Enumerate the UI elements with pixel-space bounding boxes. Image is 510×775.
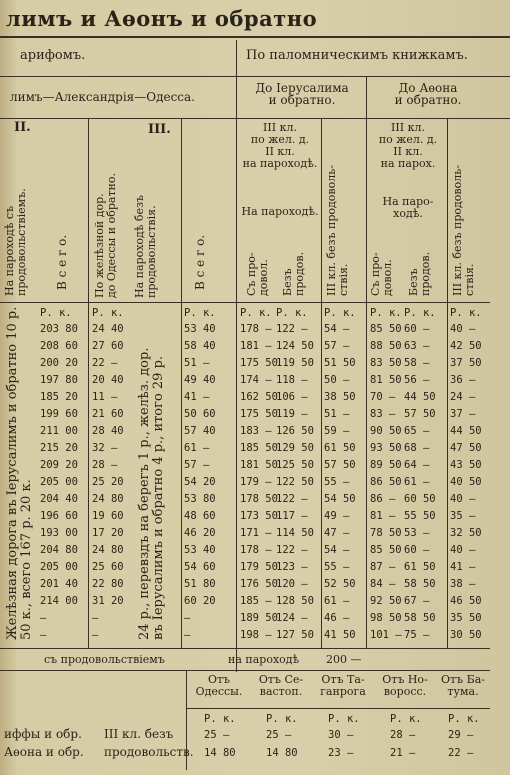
- table-cell: 101 —: [370, 629, 402, 641]
- divider: [236, 40, 237, 672]
- table-cell: 44 50: [450, 425, 482, 437]
- table-cell: 55 —: [324, 561, 350, 573]
- table-cell: 52 50: [324, 578, 356, 590]
- table-cell: 199 60: [40, 408, 78, 420]
- table-cell: 178 —: [240, 544, 272, 556]
- divider: [181, 118, 182, 648]
- table-cell: 189 50: [240, 612, 278, 624]
- a-iii-nofood-head: III кл. безъ продоволь- ствія.: [451, 165, 476, 296]
- unit-label: Р. к.: [390, 713, 422, 725]
- table-cell: 36 —: [450, 374, 476, 386]
- table-cell: 30 50: [450, 629, 482, 641]
- port-fare-cell: 30 —: [328, 729, 354, 741]
- port-fare-cell: 14 80: [204, 747, 236, 759]
- table-cell: 51 —: [324, 408, 350, 420]
- table-cell: 49 40: [184, 374, 216, 386]
- table-cell: 24 —: [450, 391, 476, 403]
- unit-label: Р. к.: [240, 307, 272, 319]
- footer-with-food: съ продовольствіемъ: [44, 653, 165, 666]
- j-without-food-head: Безъ продов.: [281, 251, 306, 296]
- table-cell: 38 —: [450, 578, 476, 590]
- table-cell: 19 60: [92, 510, 124, 522]
- pilgrim-title: По паломническимъ книжкамъ.: [246, 48, 468, 63]
- table-cell: 40 —: [450, 493, 476, 505]
- table-cell: 86 —: [370, 493, 396, 505]
- port-fare-cell: 29 —: [448, 729, 474, 741]
- table-cell: 204 80: [40, 544, 78, 556]
- table-cell: 22 —: [92, 357, 118, 369]
- table-cell: 179 —: [240, 476, 272, 488]
- table-cell: 44 50: [404, 391, 436, 403]
- table-cell: —: [40, 612, 47, 624]
- table-cell: 46 20: [184, 527, 216, 539]
- unit-label: Р. к.: [204, 713, 236, 725]
- table-cell: 171 —: [240, 527, 272, 539]
- divider: [0, 118, 510, 119]
- table-cell: 126 50: [276, 425, 314, 437]
- unit-label: Р. к.: [40, 307, 72, 319]
- table-cell: 47 50: [450, 442, 482, 454]
- table-cell: 127 50: [276, 629, 314, 641]
- table-cell: 89 50: [370, 459, 402, 471]
- table-cell: 54 20: [184, 476, 216, 488]
- table-cell: 183 —: [240, 425, 272, 437]
- tariff-label: арифомъ.: [20, 48, 86, 63]
- table-cell: 58 50: [404, 578, 436, 590]
- table-cell: 175 50: [240, 357, 278, 369]
- table-cell: 124 —: [276, 612, 308, 624]
- table-cell: 25 60: [92, 561, 124, 573]
- table-cell: 58 50: [404, 612, 436, 624]
- table-cell: 54 —: [324, 323, 350, 335]
- table-cell: 181 50: [240, 459, 278, 471]
- col-head-rail: По желѣзной дор. до Одессы и обратно.: [93, 173, 118, 298]
- table-cell: 204 40: [40, 493, 78, 505]
- table-cell: 78 50: [370, 527, 402, 539]
- table-cell: 200 20: [40, 357, 78, 369]
- page-title: лимъ и Аѳонъ и обратно: [6, 6, 318, 31]
- table-cell: 60 50: [404, 493, 436, 505]
- table-cell: 61 —: [324, 595, 350, 607]
- route-label: лимъ—Александрія—Одесса.: [10, 90, 195, 104]
- table-cell: 185 50: [240, 442, 278, 454]
- port-col-head: Отъ Одессы.: [195, 673, 243, 698]
- table-cell: 24 80: [92, 544, 124, 556]
- table-cell: 47 —: [324, 527, 350, 539]
- table-cell: 11 —: [92, 391, 118, 403]
- table-cell: 57 50: [324, 459, 356, 471]
- table-cell: 185 20: [40, 391, 78, 403]
- table-cell: 178 —: [240, 323, 272, 335]
- j-with-food-head: Съ про- довол.: [245, 252, 270, 296]
- table-cell: 85 50: [370, 544, 402, 556]
- table-cell: 24 40: [92, 323, 124, 335]
- table-cell: 58 40: [184, 340, 216, 352]
- table-cell: 67 —: [404, 595, 430, 607]
- table-cell: 193 00: [40, 527, 78, 539]
- table-cell: 120 —: [276, 578, 308, 590]
- table-cell: 122 —: [276, 493, 308, 505]
- unit-label: Р. к.: [276, 307, 308, 319]
- divider: [366, 76, 367, 648]
- table-cell: 20 40: [92, 374, 124, 386]
- table-cell: 85 50: [370, 323, 402, 335]
- table-cell: 196 60: [40, 510, 78, 522]
- table-cell: 61 —: [404, 476, 430, 488]
- table-cell: 42 50: [450, 340, 482, 352]
- table-cell: 37 50: [450, 357, 482, 369]
- row-label-1: иффы и обр.: [4, 727, 82, 741]
- page-header: [0, 0, 510, 38]
- unit-label: Р. к.: [450, 307, 482, 319]
- table-cell: 46 —: [324, 612, 350, 624]
- table-cell: 32 50: [450, 527, 482, 539]
- port-fare-cell: 22 —: [448, 747, 474, 759]
- table-cell: 214 00: [40, 595, 78, 607]
- table-cell: —: [184, 629, 191, 641]
- table-cell: —: [92, 629, 99, 641]
- table-cell: 54 60: [184, 561, 216, 573]
- table-cell: —: [92, 612, 99, 624]
- table-cell: 27 60: [92, 340, 124, 352]
- table-cell: 203 80: [40, 323, 78, 335]
- table-cell: 40 —: [450, 544, 476, 556]
- table-cell: 118 —: [276, 374, 308, 386]
- table-cell: 61 50: [324, 442, 356, 454]
- table-cell: —: [40, 629, 47, 641]
- port-col-head: Отъ Ба- тума.: [441, 673, 485, 698]
- table-cell: 81 50: [370, 374, 402, 386]
- table-cell: 81 —: [370, 510, 396, 522]
- table-cell: 49 —: [324, 510, 350, 522]
- port-fare-cell: 25 —: [204, 729, 230, 741]
- table-cell: 60 —: [404, 544, 430, 556]
- table-cell: 117 —: [276, 510, 308, 522]
- table-cell: 25 20: [92, 476, 124, 488]
- col-head-steam-nofood: На пароходѣ безъ продовольствія.: [133, 194, 158, 298]
- divider: [0, 670, 490, 671]
- table-cell: 57 40: [184, 425, 216, 437]
- port-fare-cell: 21 —: [390, 747, 416, 759]
- port-fare-cell: 28 —: [390, 729, 416, 741]
- table-cell: 57 50: [404, 408, 436, 420]
- group-jerusalem: До Іерусалима и обратно.: [255, 81, 349, 107]
- table-cell: 173 50: [240, 510, 278, 522]
- table-cell: 123 —: [276, 561, 308, 573]
- table-cell: 64 —: [404, 459, 430, 471]
- table-cell: 51 —: [184, 357, 210, 369]
- table-cell: 174 —: [240, 374, 272, 386]
- table-cell: 58 —: [404, 357, 430, 369]
- a-steam-head: На паро- ходѣ.: [382, 195, 434, 220]
- port-col-head: Отъ Та- ганрога: [320, 673, 366, 698]
- table-cell: 40 —: [450, 323, 476, 335]
- table-cell: 63 —: [404, 340, 430, 352]
- table-cell: 197 80: [40, 374, 78, 386]
- table-cell: 31 20: [92, 595, 124, 607]
- col-head-steam-food: На пароходѣ съ продовольствіемъ.: [3, 188, 28, 296]
- table-cell: 53 40: [184, 323, 216, 335]
- divider: [0, 302, 490, 303]
- table-cell: 129 50: [276, 442, 314, 454]
- col-head-total-1: В с е г о.: [55, 234, 69, 290]
- group-athos: До Аѳона и обратно.: [394, 81, 462, 107]
- table-cell: 61 50: [404, 561, 436, 573]
- table-cell: 56 —: [404, 374, 430, 386]
- table-cell: 208 60: [40, 340, 78, 352]
- table-cell: 128 50: [276, 595, 314, 607]
- table-cell: 92 50: [370, 595, 402, 607]
- port-fare-cell: 25 —: [266, 729, 292, 741]
- table-cell: 124 50: [276, 340, 314, 352]
- unit-label: Р. к.: [324, 307, 356, 319]
- table-cell: 41 —: [450, 561, 476, 573]
- table-cell: 21 60: [92, 408, 124, 420]
- table-cell: 209 20: [40, 459, 78, 471]
- table-cell: 119 —: [276, 408, 308, 420]
- table-cell: 41 50: [324, 629, 356, 641]
- divider: [0, 76, 510, 77]
- port-fare-cell: 23 —: [328, 747, 354, 759]
- table-cell: 185 —: [240, 595, 272, 607]
- footer-total: 200 —: [326, 653, 362, 666]
- table-cell: 211 00: [40, 425, 78, 437]
- a-without-food-head: Безъ продов.: [407, 251, 432, 296]
- table-cell: 53 80: [184, 493, 216, 505]
- table-cell: 215 20: [40, 442, 78, 454]
- table-cell: 205 00: [40, 561, 78, 573]
- table-cell: 37 —: [450, 408, 476, 420]
- table-cell: 40 50: [450, 476, 482, 488]
- table-cell: 86 50: [370, 476, 402, 488]
- table-cell: 114 50: [276, 527, 314, 539]
- unit-label: Р. к.: [404, 307, 436, 319]
- col-head-total-2: В с е г о.: [193, 234, 207, 290]
- class-label: III кл. безъ продовольств.: [104, 727, 194, 759]
- table-cell: 75 —: [404, 629, 430, 641]
- table-cell: 65 —: [404, 425, 430, 437]
- divider: [321, 118, 322, 648]
- table-cell: 122 50: [276, 476, 314, 488]
- port-fare-cell: 14 80: [266, 747, 298, 759]
- table-cell: 57 —: [324, 340, 350, 352]
- divider: [186, 708, 490, 709]
- table-cell: 22 80: [92, 578, 124, 590]
- table-cell: 175 50: [240, 408, 278, 420]
- table-cell: 28 —: [92, 459, 118, 471]
- table-cell: 205 00: [40, 476, 78, 488]
- unit-label: Р. к.: [184, 307, 216, 319]
- table-cell: 87 —: [370, 561, 396, 573]
- j-class-head: III кл. по жел. д. II кл. на пароходѣ.: [242, 121, 318, 170]
- table-cell: 83 —: [370, 408, 396, 420]
- table-cell: 59 —: [324, 425, 350, 437]
- table-cell: 51 80: [184, 578, 216, 590]
- table-cell: 35 50: [450, 612, 482, 624]
- table-cell: 70 —: [370, 391, 396, 403]
- port-col-head: Отъ Но- воросс.: [382, 673, 428, 698]
- table-cell: 88 50: [370, 340, 402, 352]
- divider: [0, 648, 490, 649]
- table-cell: 41 —: [184, 391, 210, 403]
- footer-steam: на пароходѣ: [228, 653, 300, 666]
- table-cell: 122 —: [276, 544, 308, 556]
- a-with-food-head: Съ про- довол.: [369, 252, 394, 296]
- table-cell: 60 20: [184, 595, 216, 607]
- table-cell: 198 —: [240, 629, 272, 641]
- table-cell: 60 —: [404, 323, 430, 335]
- table-cell: 50 60: [184, 408, 216, 420]
- table-cell: 122 —: [276, 323, 308, 335]
- table-cell: 162 50: [240, 391, 278, 403]
- table-cell: 93 50: [370, 442, 402, 454]
- table-cell: 55 —: [324, 476, 350, 488]
- table-cell: 43 50: [450, 459, 482, 471]
- table-cell: 179 50: [240, 561, 278, 573]
- unit-label: Р. к.: [266, 713, 298, 725]
- table-cell: 54 —: [324, 544, 350, 556]
- table-cell: 35 —: [450, 510, 476, 522]
- table-cell: 28 40: [92, 425, 124, 437]
- table-cell: —: [184, 612, 191, 624]
- left-vertical-note: Желѣзная дорога въ Іерусалимъ и обратно 10 р. 50 к., всего 167 р. 20 к.: [5, 306, 34, 640]
- group-iii: III.: [148, 122, 171, 137]
- table-cell: 98 50: [370, 612, 402, 624]
- table-cell: 50 —: [324, 374, 350, 386]
- table-cell: 48 60: [184, 510, 216, 522]
- table-cell: 84 —: [370, 578, 396, 590]
- table-cell: 68 —: [404, 442, 430, 454]
- table-cell: 178 50: [240, 493, 278, 505]
- table-cell: 125 50: [276, 459, 314, 471]
- table-cell: 53 —: [404, 527, 430, 539]
- table-cell: 119 50: [276, 357, 314, 369]
- j-iii-nofood-head: III кл. безъ продоволь- ствія.: [325, 165, 350, 296]
- table-cell: 106 —: [276, 391, 308, 403]
- table-cell: 83 50: [370, 357, 402, 369]
- table-cell: 46 50: [450, 595, 482, 607]
- table-cell: 54 50: [324, 493, 356, 505]
- table-cell: 201 40: [40, 578, 78, 590]
- unit-label: Р. к.: [328, 713, 360, 725]
- table-cell: 57 —: [184, 459, 210, 471]
- group-ii: II.: [14, 120, 31, 135]
- a-class-head: III кл. по жел. д. II кл. на парох.: [378, 121, 438, 170]
- unit-label: Р. к.: [92, 307, 124, 319]
- port-col-head: Отъ Се- вастоп.: [258, 673, 304, 698]
- unit-label: Р. к.: [370, 307, 402, 319]
- table-cell: 38 50: [324, 391, 356, 403]
- middle-vertical-note: 24 р., перевздъ на берегъ 1 р., желѣз. дор. въ Іерусалимъ и обратно 4 р., итого 29 р.: [137, 347, 166, 640]
- unit-label: Р. к.: [448, 713, 480, 725]
- table-cell: 32 —: [92, 442, 118, 454]
- table-cell: 55 50: [404, 510, 436, 522]
- divider: [88, 118, 89, 648]
- table-cell: 181 —: [240, 340, 272, 352]
- table-cell: 90 50: [370, 425, 402, 437]
- row-label-2: Аѳона и обр.: [4, 745, 84, 759]
- j-steam-head: На пароходѣ.: [241, 205, 319, 218]
- table-cell: 24 80: [92, 493, 124, 505]
- table-cell: 51 50: [324, 357, 356, 369]
- table-cell: 176 50: [240, 578, 278, 590]
- table-cell: 17 20: [92, 527, 124, 539]
- table-cell: 53 40: [184, 544, 216, 556]
- table-cell: 61 —: [184, 442, 210, 454]
